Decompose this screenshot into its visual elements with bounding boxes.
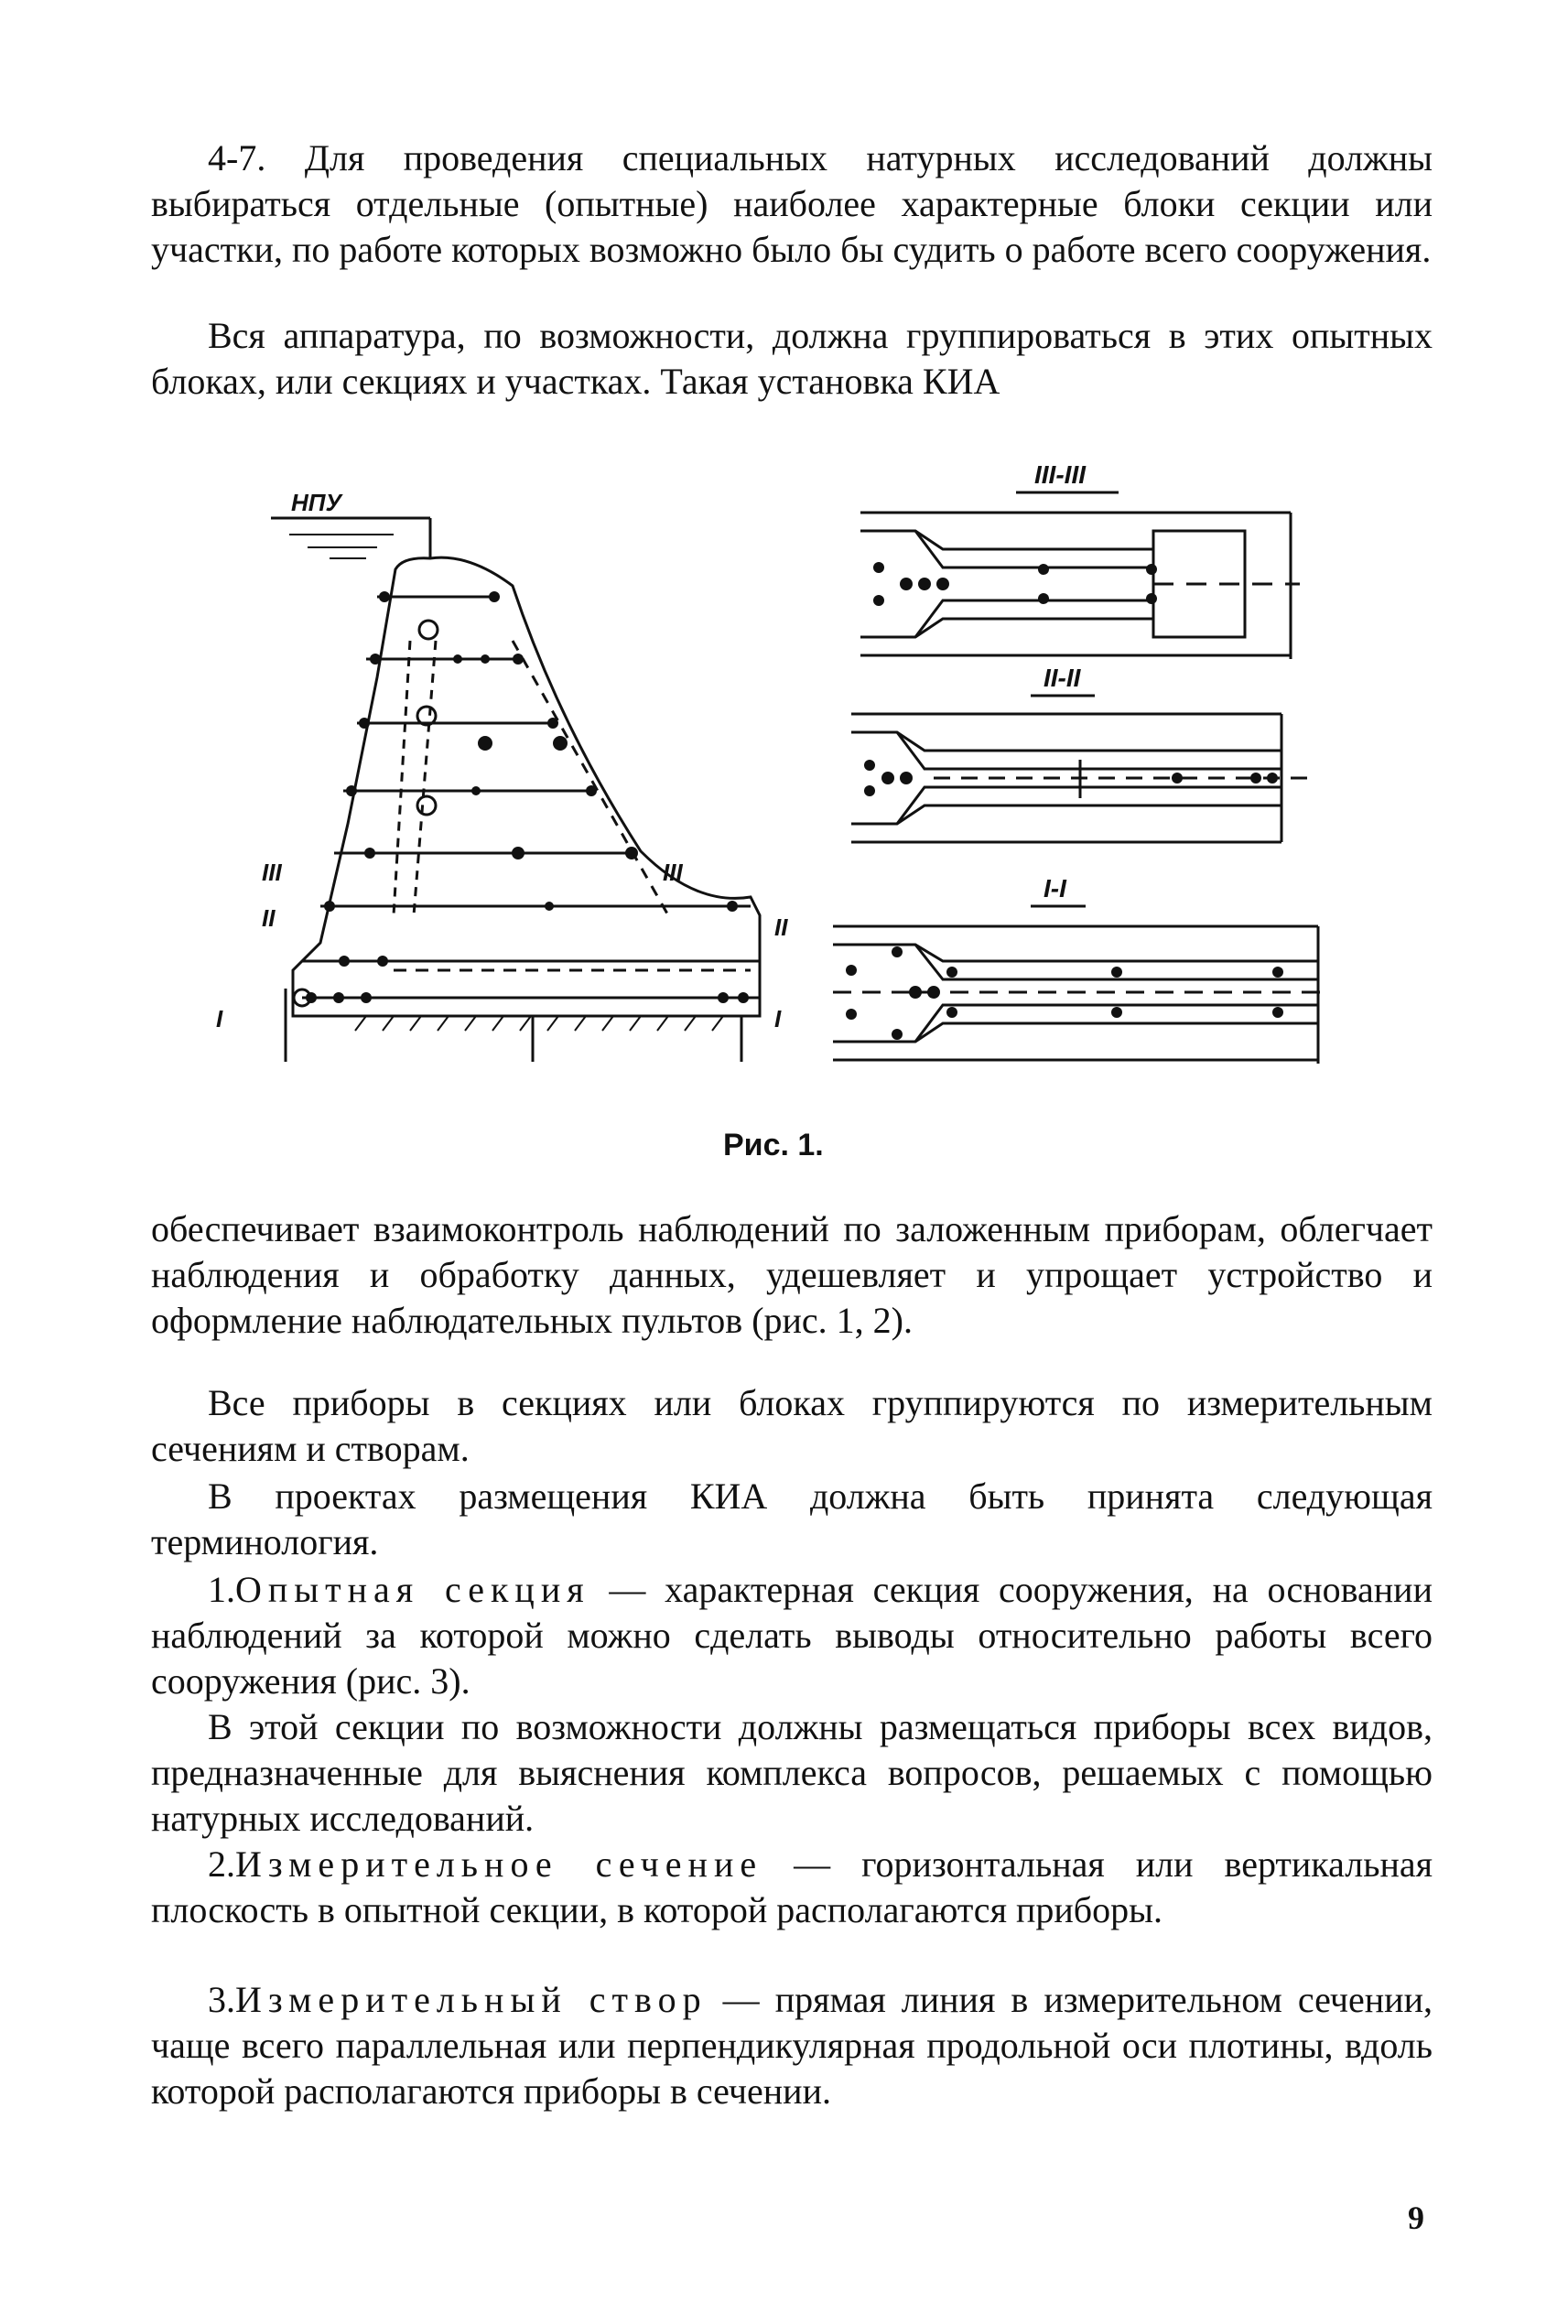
definition-number: 1. (208, 1569, 235, 1610)
plan-section-3 (860, 460, 1300, 659)
figure-caption: Рис. 1. (723, 1128, 824, 1162)
dam-cross-section (216, 489, 788, 1062)
definition-number: 3. (208, 1979, 235, 2020)
definition-term: Опытная секция (235, 1569, 590, 1610)
definition-text: — горизонтальная или вертикальная плоскость в опытной секции, в которой располагаются приборы. (151, 1843, 1433, 1930)
definition-test-section (151, 1567, 1433, 1704)
section-3-label: III-III (1034, 460, 1086, 489)
definition-number: 2. (208, 1843, 235, 1885)
definition-text: — характерная секция сооружения, на основании наблюдений за которой можно сделать выводы относительно работы всего сооружения (рис. 3). (151, 1569, 1433, 1702)
definition-term: Измерительный створ (235, 1979, 708, 2020)
section-2-label: II-II (1044, 664, 1081, 692)
paragraph-control: обеспечивает взаимоконтроль наблюдений по заложенным приборам, облегчает наблюдения и обработку данных, удешевляет и упрощает устройство и оформление наблюдательных пультов (рис. 1, 2). (151, 1208, 1433, 1341)
section-mark-1-left: I (216, 1005, 223, 1032)
section-mark-1-right: I (774, 1005, 782, 1032)
paragraph-instruments: В этой секции по возможности должны размещаться приборы всех видов, предназначенные для выяснения комплекса вопросов, решаемых с помощью натурных исследований. (151, 1706, 1433, 1839)
paragraph-4-7: 4-7. Для проведения специальных натурных исследований должны выбираться отдельные (опытные) наиболее характерные блоки секции или участки, по работе которых возможно было бы судить о работе всего сооружения. (151, 137, 1433, 270)
page-number: 9 (1408, 2200, 1424, 2236)
section-mark-2-right: II (774, 913, 788, 941)
paragraph-grouping: Все приборы в секциях или блоках группируются по измерительным сечениям и створам. (151, 1382, 1433, 1469)
npu-label: НПУ (291, 489, 342, 516)
definition-text: — прямая линия в измерительном сечении, чаще всего параллельная или перпендикулярная продольной оси плотины, вдоль которой располагаются приборы в сечении. (151, 1979, 1433, 2112)
definition-measuring-section (151, 1842, 1433, 1933)
section-1-label: I-I (1044, 874, 1066, 903)
plan-section-1 (833, 874, 1327, 1064)
plan-section-2 (851, 664, 1309, 842)
section-mark-3-right: III (663, 859, 683, 886)
paragraph-apparatus: Вся аппаратура, по возможности, должна группироваться в этих опытных блоках, или секциях и участках. Такая установка КИА (151, 315, 1433, 402)
section-mark-3-left: III (262, 859, 282, 886)
definition-term: Измерительное сечение (235, 1843, 763, 1885)
definition-measuring-line (151, 1977, 1433, 2114)
paragraph-terminology: В проектах размещения КИА должна быть принята следующая терминология. (151, 1475, 1433, 1562)
section-mark-2-left: II (262, 904, 276, 932)
figure-1 (0, 0, 1568, 1153)
